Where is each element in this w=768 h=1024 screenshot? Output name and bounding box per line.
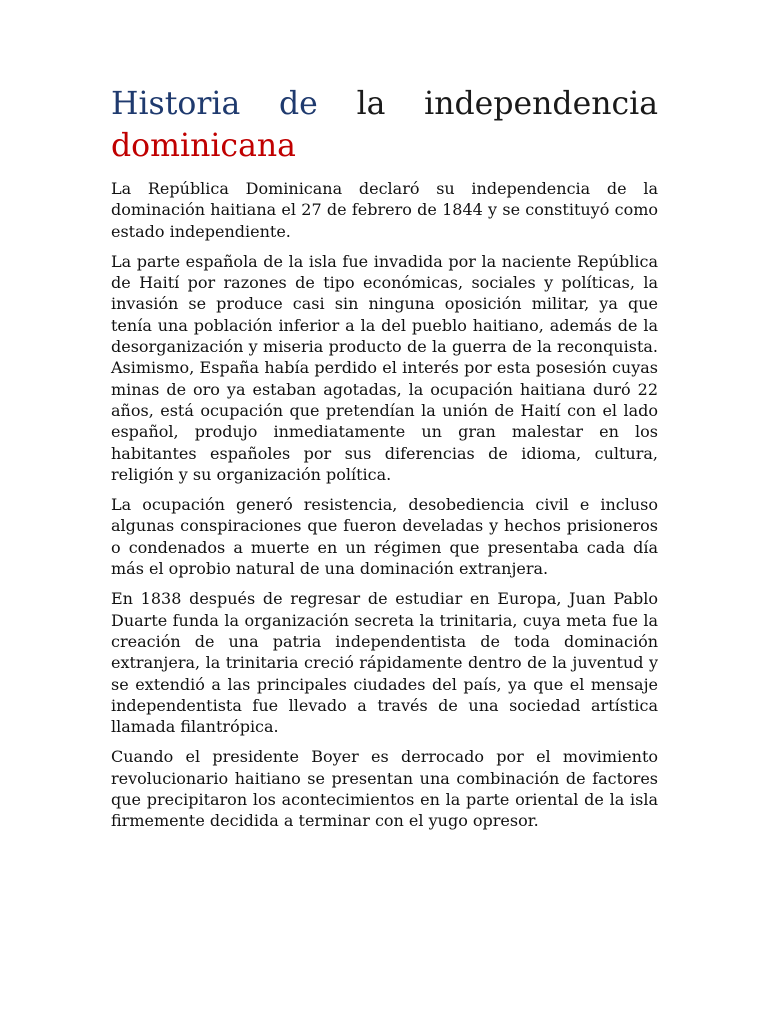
document-body <box>111 178 658 841</box>
title-word-historia: Historia <box>111 86 241 122</box>
paragraph-3: La ocupación generó resistencia, desobediencia civil e incluso algunas conspiraciones que fueron develadas y hechos prisioneros o condenados a muerte en un régimen que presentaba cada día más el oprobio natural de una dominación extranjera. <box>111 495 658 579</box>
paragraph-1: La República Dominicana declaró su independencia de la dominación haitiana el 27 de febrero de 1844 y se constituyó como estado independiente. <box>111 179 658 241</box>
paragraph-2: La parte española de la isla fue invadida por la naciente República de Haití por razones de tipo económicas, sociales y políticas, la invasión se produce casi sin ninguna oposición militar, ya que tenía una población inferior a la del pueblo haitiano, además de la desorganización y miseria producto de la guerra de la reconquista. Asimismo, España había perdido el interés por esta posesión cuyas minas de oro ya estaban agotadas, la ocupación haitiana duró 22 años, está ocupación que pretendían la unión de Haití con el lado español, produjo inmediatamente un gran malestar en los habitantes españoles por sus diferencias de idioma, cultura, religión y su organización política. <box>111 251 658 484</box>
document-title <box>111 83 658 167</box>
title-word-de: de <box>279 86 318 122</box>
paragraph-4: En 1838 después de regresar de estudiar en Europa, Juan Pablo Duarte funda la organización secreta la trinitaria, cuya meta fue la creación de una patria independentista de toda dominación extranjera, la trinitaria creció rápidamente dentro de la juventud y se extendió a las principales ciudades del país, ya que el mensaje independentista fue llevado a través de una sociedad artística llamada filantrópica. <box>111 589 658 737</box>
title-word-dominicana: dominicana <box>111 128 296 164</box>
paragraph-5: Cuando el presidente Boyer es derrocado por el movimiento revolucionario haitiano se presentan una combinación de factores que precipitaron los acontecimientos en la parte oriental de la isla firmemente decidida a terminar con el yugo opresor. <box>111 747 658 831</box>
title-word-independencia: la independencia <box>356 86 659 122</box>
